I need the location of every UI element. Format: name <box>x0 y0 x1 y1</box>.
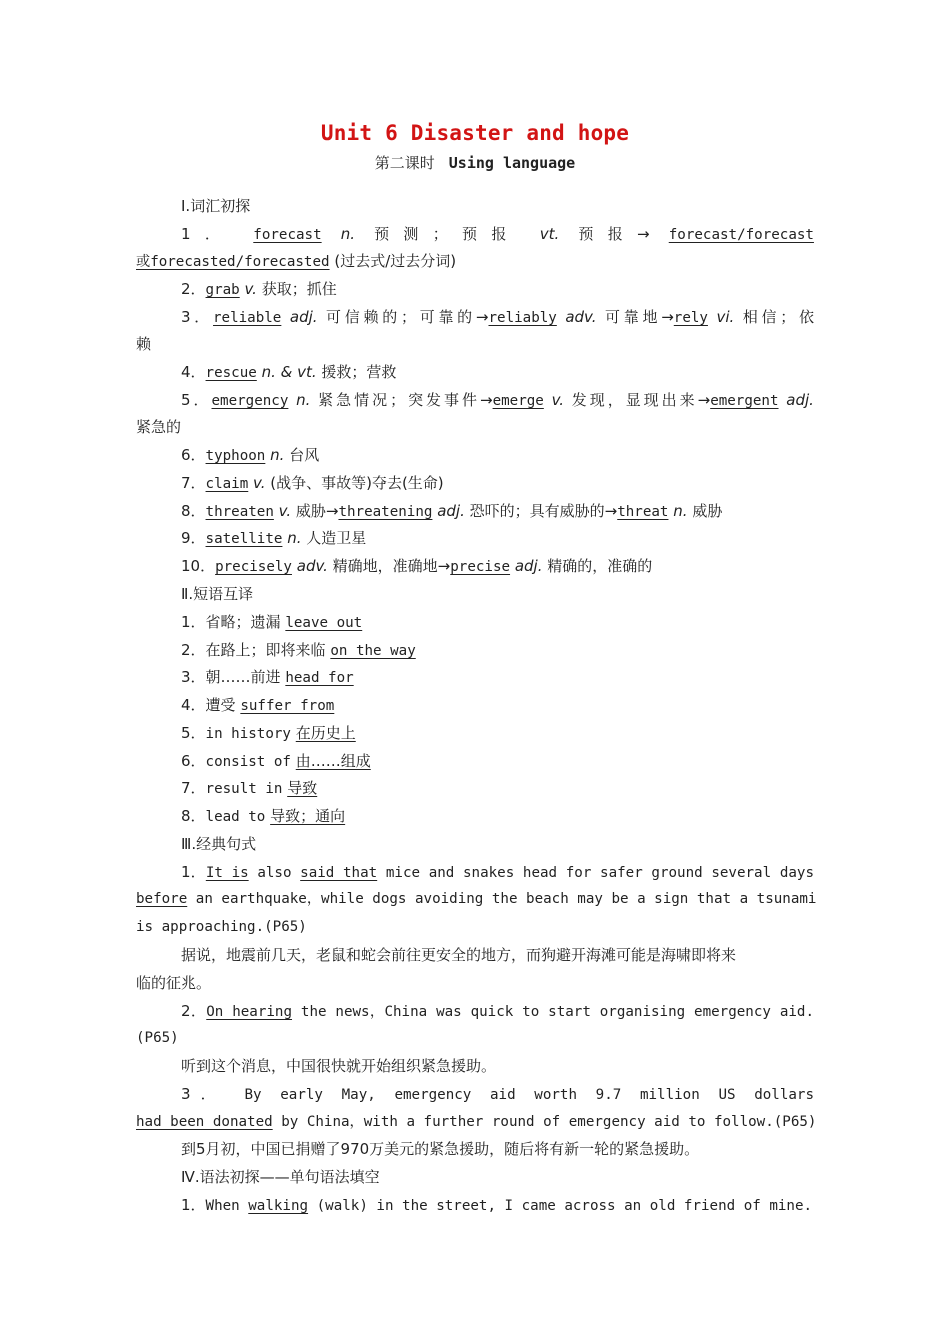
part-of-speech: adv. <box>296 557 328 575</box>
answer-blank: 导致；通向 <box>270 807 346 825</box>
vocab-item-3 <box>181 307 814 328</box>
answer-blank: It is <box>205 865 249 881</box>
grammar-item-1 <box>181 1195 814 1216</box>
lesson-number: 第二课时 <box>374 154 435 172</box>
item-number: 2． <box>181 280 206 298</box>
phrase-prompt: 省略；遗漏 <box>205 613 281 631</box>
note: (过去式/过去分词) <box>334 252 457 270</box>
meaning: 相信；依 <box>742 308 814 326</box>
meaning: 人造卫星 <box>306 529 367 547</box>
sentence-text: When <box>205 1198 240 1214</box>
vocab-item-10 <box>181 556 814 577</box>
item-number: 5． <box>181 391 212 409</box>
phrase-prompt: consist of <box>205 754 291 770</box>
part-of-speech: v. <box>253 474 266 492</box>
sentence-1-line-3: is approaching.(P65) <box>136 919 307 935</box>
part-of-speech: n. & vt. <box>261 363 317 381</box>
answer-blank: head for <box>285 670 354 686</box>
item-number: 8． <box>181 502 206 520</box>
item-number: 7． <box>181 779 206 797</box>
meaning: 发现，显现出来→ <box>571 391 711 409</box>
sentence-text: the news，China was quick to start organising emergency aid. <box>300 1004 814 1020</box>
answer-blank: emergent <box>710 393 779 409</box>
vocab-item-1-cont <box>136 251 814 272</box>
meaning: 精确地，准确地→ <box>332 557 451 575</box>
sentence-1-line-2 <box>136 889 817 909</box>
answer-blank: typhoon <box>205 448 266 464</box>
page-title: Unit 6 Disaster and hope <box>320 121 630 145</box>
sentence-3-line-2 <box>136 1112 817 1132</box>
part-of-speech: n. <box>340 225 355 243</box>
answer-blank: on the way <box>330 643 416 659</box>
item-number: 2． <box>181 641 206 659</box>
answer-blank: 导致 <box>287 779 318 797</box>
part-of-speech: v. <box>278 502 292 520</box>
sentence-3-translation: 到5月初，中国已捐赠了970万美元的紧急援助，随后将有新一轮的紧急援助。 <box>181 1140 700 1158</box>
part-of-speech: adj. <box>514 557 543 575</box>
part-of-speech: n. <box>296 391 311 409</box>
section-heading-sentences: Ⅲ.经典句式 <box>181 835 257 853</box>
sentence-3-line-1 <box>181 1084 814 1105</box>
item-number: 4． <box>181 696 206 714</box>
answer-blank: had been donated <box>136 1114 273 1130</box>
item-number: 4． <box>181 363 206 381</box>
lesson-subtitle <box>0 152 950 173</box>
sentence-text: (walk) in the street, I came across an old friend of mine. <box>316 1198 813 1214</box>
answer-blank: satellite <box>205 531 283 547</box>
part-of-speech: v. <box>551 391 564 409</box>
answer-blank: rely <box>673 310 708 326</box>
answer-blank: walking <box>248 1198 309 1214</box>
phrase-prompt: 遭受 <box>205 696 236 714</box>
phrase-item <box>181 667 814 688</box>
item-number: 8． <box>181 807 206 825</box>
meaning: 预测；预报 <box>374 225 521 243</box>
vocab-item-2 <box>181 279 814 300</box>
item-number: 3． <box>181 1085 226 1103</box>
answer-blank: 或forecasted/forecasted <box>136 254 330 270</box>
part-of-speech: vi. <box>716 308 735 326</box>
answer-blank: rescue <box>205 365 257 381</box>
meaning: 援救；营救 <box>321 363 397 381</box>
vocab-item-5 <box>181 390 814 411</box>
part-of-speech: adj. <box>786 391 814 409</box>
answer-blank: before <box>136 891 188 907</box>
item-number: 1． <box>181 613 206 631</box>
item-number: 6． <box>181 446 206 464</box>
answer-blank: reliable <box>213 310 282 326</box>
item-number: 10． <box>181 557 216 575</box>
item-number: 3． <box>181 668 206 686</box>
answer-blank: threat <box>617 504 669 520</box>
answer-blank: forecast/forecast <box>668 227 814 243</box>
answer-blank: leave out <box>285 615 363 631</box>
meaning: 台风 <box>289 446 320 464</box>
part-of-speech: adv. <box>565 308 597 326</box>
answer-blank: forecast <box>253 227 322 243</box>
vocab-item-5-cont: 紧急的 <box>136 418 182 436</box>
meaning: 恐吓的；具有威胁的→ <box>469 502 618 520</box>
answer-blank: emergency <box>211 393 289 409</box>
phrase-prompt: in history <box>205 726 291 742</box>
answer-blank: 在历史上 <box>295 724 356 742</box>
part-of-speech: n. <box>673 502 688 520</box>
phrase-item <box>181 723 814 744</box>
answer-blank: precisely <box>215 559 292 575</box>
vocab-item-7 <box>181 473 814 494</box>
item-number: 1． <box>181 1196 206 1214</box>
meaning: 获取；抓住 <box>261 280 337 298</box>
sentence-1-translation-cont: 临的征兆。 <box>136 974 212 992</box>
sentence-1-translation: 据说，地震前几天，老鼠和蛇会前往更安全的地方，而狗避开海滩可能是海啸即将来 <box>181 946 737 964</box>
part-of-speech: vt. <box>539 225 560 243</box>
sentence-text: also <box>257 865 292 881</box>
item-number: 5． <box>181 724 206 742</box>
phrase-item <box>181 806 814 827</box>
sentence-2-translation: 听到这个消息，中国很快就开始组织紧急援助。 <box>181 1057 497 1075</box>
vocab-item-4 <box>181 362 814 383</box>
answer-blank: threaten <box>205 504 274 520</box>
meaning: 可靠地→ <box>605 308 674 326</box>
phrase-prompt: 朝……前进 <box>205 668 281 686</box>
sentence-2-line-2: (P65) <box>136 1030 179 1046</box>
answer-blank: reliably <box>488 310 557 326</box>
part-of-speech: n. <box>287 529 302 547</box>
meaning: (战争、事故等)夺去(生命) <box>270 474 444 492</box>
vocab-item-8 <box>181 501 814 522</box>
sentence-text: by China，with a further round of emergency aid to follow.(P65) <box>281 1114 817 1130</box>
answer-blank: suffer from <box>240 698 335 714</box>
phrase-item <box>181 640 814 661</box>
vocab-item-1 <box>181 224 814 245</box>
phrase-item <box>181 695 814 716</box>
sentence-2-line-1 <box>181 1001 814 1022</box>
sentence-text: mice and snakes head for safer ground several days <box>385 865 814 881</box>
phrase-prompt: lead to <box>205 809 266 825</box>
item-number: 9． <box>181 529 206 547</box>
section-heading-phrases: Ⅱ.短语互译 <box>181 585 254 603</box>
meaning: 威胁→ <box>295 502 339 520</box>
item-number: 6． <box>181 752 206 770</box>
phrase-item <box>181 751 814 772</box>
answer-blank: grab <box>205 282 240 298</box>
section-heading-grammar: Ⅳ.语法初探——单句语法填空 <box>181 1168 380 1186</box>
part-of-speech: adj. <box>437 502 465 520</box>
answer-blank: threatening <box>338 504 433 520</box>
vocab-item-6 <box>181 445 814 466</box>
answer-blank: said that <box>300 865 378 881</box>
part-of-speech: adj. <box>289 308 318 326</box>
answer-blank: 由……组成 <box>295 752 371 770</box>
part-of-speech: v. <box>244 280 257 298</box>
vocab-item-3-cont: 赖 <box>136 335 152 353</box>
answer-blank: emerge <box>492 393 544 409</box>
part-of-speech: n. <box>270 446 285 464</box>
item-number: 7． <box>181 474 206 492</box>
meaning: 预报→ <box>578 225 650 243</box>
meaning: 紧急情况；突发事件→ <box>318 391 493 409</box>
item-number: 1． <box>181 225 235 243</box>
sentence-text: an earthquake，while dogs avoiding the beach may be a sign that a tsunami <box>195 891 817 907</box>
sentence-text: By early May, emergency aid worth 9.7 million US dollars <box>244 1087 814 1103</box>
meaning: 威胁 <box>692 502 723 520</box>
answer-blank: On hearing <box>206 1004 293 1020</box>
answer-blank: precise <box>450 559 511 575</box>
phrase-item <box>181 612 814 633</box>
phrase-prompt: result in <box>205 781 283 797</box>
meaning: 精确的，准确的 <box>547 557 653 575</box>
phrase-item <box>181 778 814 799</box>
item-number: 1． <box>181 863 206 881</box>
vocab-item-9 <box>181 528 814 549</box>
item-number: 2． <box>181 1002 207 1020</box>
meaning: 可信赖的；可靠的→ <box>326 308 489 326</box>
sentence-1-line-1 <box>181 862 814 883</box>
phrase-prompt: 在路上；即将来临 <box>205 641 326 659</box>
lesson-topic: Using language <box>448 154 576 172</box>
answer-blank: claim <box>205 476 249 492</box>
section-heading-vocabulary: Ⅰ.词汇初探 <box>181 197 251 215</box>
item-number: 3． <box>181 308 214 326</box>
